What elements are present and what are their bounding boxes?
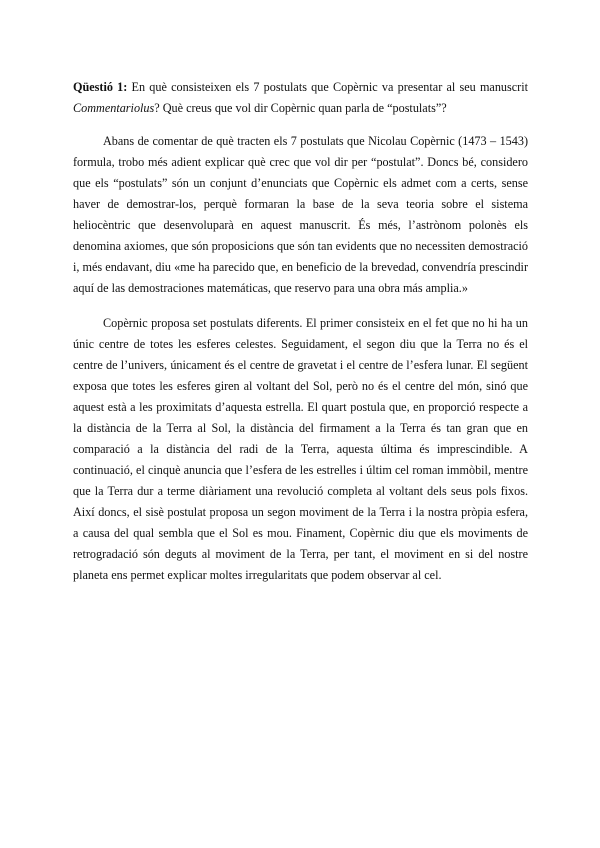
question-text-before: En què consisteixen els 7 postulats que Copèrnic va presentar al seu manuscrit [127,80,528,94]
question-heading [73,77,528,119]
manuscript-title: Commentariolus [73,101,155,115]
paragraph-postulates: Copèrnic proposa set postulats diferents. El primer consisteix en el fet que no hi ha un únic centre de totes les esferes celestes. Seguidament, el segon diu que la Terra no és el centre de l’univers, únicament és el centre de gravetat i el centre de l’esfera lunar. El següent exposa que totes les esferes giren al voltant del Sol, però no és el centre del món, sinó que aquest està a les proximitats d’aquesta estrella. El quart postula que, en proporció respecte a la distància de la Terra al Sol, la distància del firmament a la Terra és tan gran que en comparació a la distància del radi de la Terra, aquesta última és imprescindible. A continuació, el cinquè anuncia que l’esfera de les estrelles i últim cel roman immòbil, mentre que la Terra dur a terme diàriament una revolució completa al voltant dels seus pols fixos. Així doncs, el sisè postulat proposa un segon moviment de la Terra i la nostra pròpia esfera, a causa del qual sembla que el Sol es mou. Finament, Copèrnic diu que els moviments de retrogradació són deguts al moviment de la Terra, per tant, el moviment en si del nostre planeta ens permet explicar moltes irregularitats que podem observar al cel. [73,316,528,582]
paragraph-definition: Abans de comentar de què tracten els 7 postulats que Nicolau Copèrnic (1473 – 1543) formula, trobo més adient explicar què crec que vol dir per “postulat”. Doncs bé, considero que els “postulats” són un conjunt d’enunciats que Copèrnic els admet com a certs, sense haver de demostrar-los, perquè formaran la base de la seva teoria sobre el sistema heliocèntric que desenvoluparà en aquest manuscrit. És més, l’astrònom polonès els denomina axiomes, que són proposicions que són tan evidents que no necessiten demostració i, més endavant, diu «me ha parecido que, en beneficio de la brevedad, convendría prescindir aquí de las demostraciones matemáticas, que reservo para una obra más amplia.» [73,134,528,295]
question-text-after: ? Què creus que vol dir Copèrnic quan parla de “postulats”? [154,101,447,115]
document-page [73,77,528,600]
question-label: Qüestió 1: [73,80,128,94]
